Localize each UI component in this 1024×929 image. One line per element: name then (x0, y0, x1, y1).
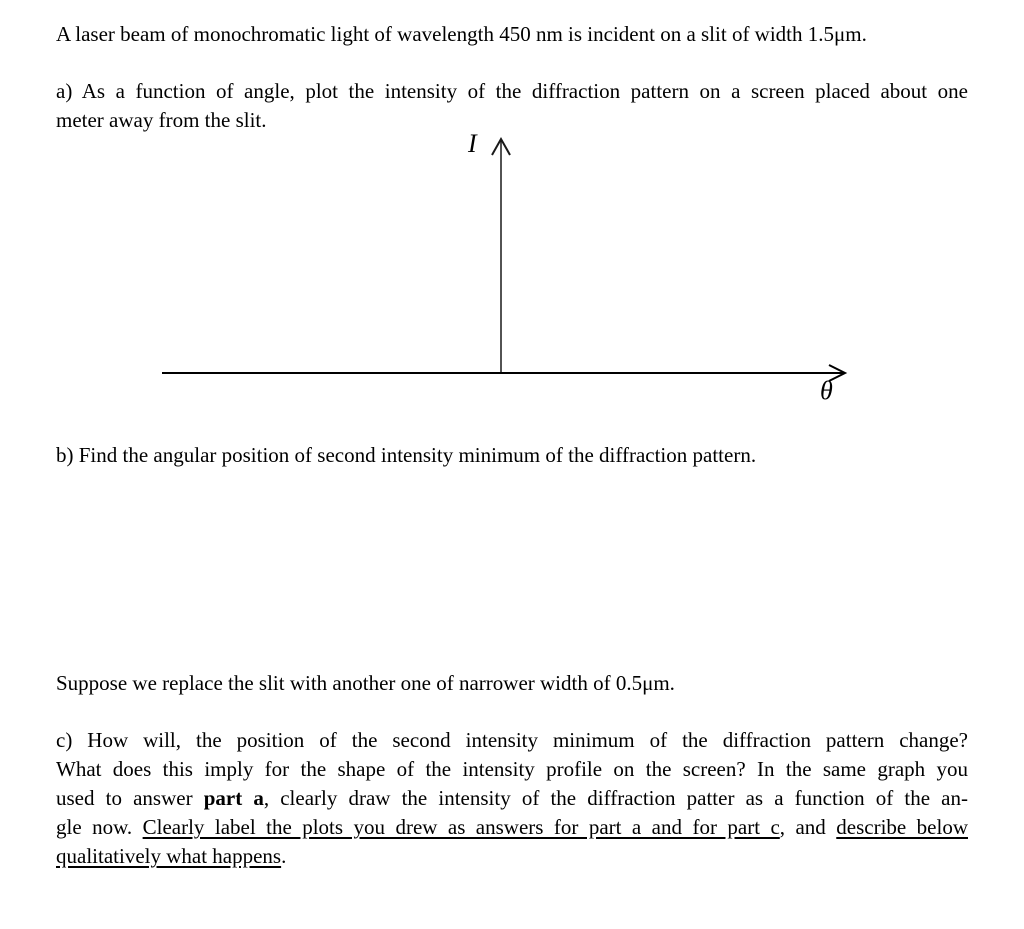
part-c-line-3 (56, 784, 968, 813)
part-c-line-4-text-cont: , and (779, 815, 837, 839)
part-c-paragraph (56, 726, 968, 871)
part-c-final-period: . (281, 844, 287, 868)
part-a-line-2: meter away from the slit. (56, 108, 267, 132)
part-c-line-5 (56, 842, 968, 871)
part-c-line-4-text: gle now. (56, 815, 143, 839)
part-c-line-3-text: used to answer (56, 786, 204, 810)
part-a-reference-bold: part a (203, 786, 264, 810)
part-c-line-3-text-cont: , clearly draw the intensity of the diffraction patter as a function of the an- (263, 786, 968, 810)
part-c-line-1: c) How will, the position of the second intensity minimum of the diffraction pattern change? (56, 728, 968, 752)
describe-below-instruction-underlined: describe below (836, 815, 968, 839)
x-axis-label: θ (820, 376, 833, 405)
part-a-line-1: a) As a function of angle, plot the intensity of the diffraction pattern on a screen placed about one (56, 79, 968, 103)
problem-statement: A laser beam of monochromatic light of wavelength 450 nm is incident on a slit of width 1.5μm. (56, 22, 867, 46)
label-plots-instruction-underlined: Clearly label the plots you drew as answers for part a and for part c (142, 815, 780, 839)
blank-intensity-graph (130, 125, 870, 405)
qualitative-instruction-underlined: qualitatively what happens (56, 844, 282, 868)
part-c-line-4 (56, 813, 968, 842)
part-b-paragraph: b) Find the angular position of second intensity minimum of the diffraction pattern. (56, 443, 757, 467)
interlude-paragraph: Suppose we replace the slit with another one of narrower width of 0.5μm. (56, 671, 675, 695)
y-axis-label: I (468, 129, 477, 158)
part-c-line-2: What does this imply for the shape of the intensity profile on the screen? In the same graph you (56, 757, 968, 781)
